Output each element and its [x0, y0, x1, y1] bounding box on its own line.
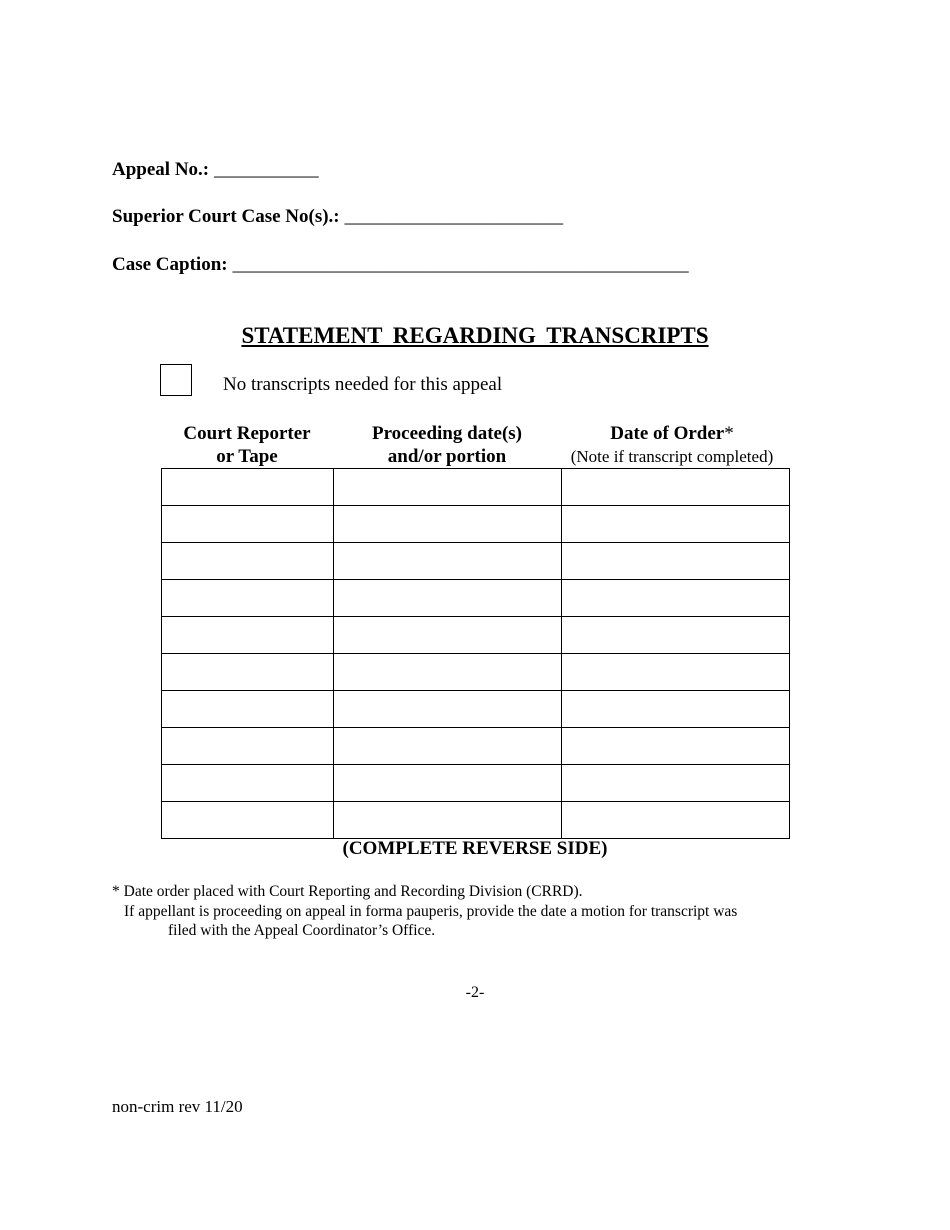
- column-header-date-of-order: [555, 422, 789, 468]
- footnote-line-1: * Date order placed with Court Reporting and Recording Division (CRRD).: [112, 883, 583, 900]
- table-cell-court-reporter[interactable]: [162, 802, 334, 839]
- table-cell-date-of-order[interactable]: [562, 654, 790, 691]
- table-cell-date-of-order[interactable]: [562, 469, 790, 506]
- table-cell-proceeding-dates[interactable]: [334, 617, 562, 654]
- column-header-date-of-order-star: *: [724, 423, 734, 444]
- no-transcripts-checkbox[interactable]: [160, 364, 192, 396]
- table-cell-court-reporter[interactable]: [162, 617, 334, 654]
- table-cell-date-of-order[interactable]: [562, 617, 790, 654]
- table-cell-court-reporter[interactable]: [162, 543, 334, 580]
- table-cell-proceeding-dates[interactable]: [334, 580, 562, 617]
- table-cell-court-reporter[interactable]: [162, 580, 334, 617]
- table-cell-proceeding-dates[interactable]: [334, 654, 562, 691]
- column-header-court-reporter: [161, 422, 333, 468]
- appeal-number-blank[interactable]: ___________: [214, 159, 319, 180]
- case-caption-field[interactable]: [112, 254, 689, 276]
- table-row: [162, 617, 790, 654]
- table-cell-proceeding-dates[interactable]: [334, 506, 562, 543]
- superior-court-case-field[interactable]: [112, 206, 563, 228]
- table-cell-court-reporter[interactable]: [162, 506, 334, 543]
- table-row: [162, 802, 790, 839]
- page-number: -2-: [465, 984, 485, 1001]
- column-header-proceeding-dates-line1: Proceeding date(s): [371, 423, 523, 444]
- table-cell-court-reporter[interactable]: [162, 728, 334, 765]
- table-cell-proceeding-dates[interactable]: [334, 469, 562, 506]
- table-row: [162, 691, 790, 728]
- column-header-proceeding-dates-line2: and/or portion: [387, 446, 507, 467]
- superior-court-case-blank[interactable]: _______________________: [344, 206, 564, 227]
- no-transcripts-label: No transcripts needed for this appeal: [223, 374, 503, 395]
- table-cell-court-reporter[interactable]: [162, 469, 334, 506]
- table-cell-date-of-order[interactable]: [562, 765, 790, 802]
- table-row: [162, 580, 790, 617]
- complete-reverse-side-notice: (COMPLETE REVERSE SIDE): [342, 838, 608, 859]
- footnote-line-3: filed with the Appeal Coordinator’s Office.: [168, 922, 436, 939]
- table-cell-proceeding-dates[interactable]: [334, 802, 562, 839]
- table-cell-court-reporter[interactable]: [162, 691, 334, 728]
- column-header-date-of-order-note: (Note if transcript completed): [570, 447, 774, 466]
- page-title: STATEMENT REGARDING TRANSCRIPTS: [241, 323, 709, 348]
- column-header-date-of-order-line1: Date of Order: [610, 423, 725, 444]
- superior-court-case-label: Superior Court Case No(s).:: [112, 206, 340, 227]
- table-cell-date-of-order[interactable]: [562, 580, 790, 617]
- table-row: [162, 469, 790, 506]
- table-cell-date-of-order[interactable]: [562, 506, 790, 543]
- appeal-number-label: Appeal No.:: [112, 159, 210, 180]
- table-row: [162, 728, 790, 765]
- table-row: [162, 543, 790, 580]
- column-header-proceeding-dates: [333, 422, 561, 468]
- table-cell-proceeding-dates[interactable]: [334, 765, 562, 802]
- table-cell-court-reporter[interactable]: [162, 765, 334, 802]
- table-cell-date-of-order[interactable]: [562, 802, 790, 839]
- table-cell-proceeding-dates[interactable]: [334, 691, 562, 728]
- transcripts-table: [161, 468, 790, 839]
- revision-code: non-crim rev 11/20: [112, 1097, 243, 1116]
- column-header-court-reporter-line2: or Tape: [216, 446, 278, 467]
- table-row: [162, 654, 790, 691]
- table-cell-proceeding-dates[interactable]: [334, 543, 562, 580]
- table-cell-proceeding-dates[interactable]: [334, 728, 562, 765]
- table-cell-date-of-order[interactable]: [562, 728, 790, 765]
- case-caption-blank[interactable]: ________________________________________________: [232, 254, 689, 275]
- table-row: [162, 506, 790, 543]
- appeal-number-field[interactable]: [112, 159, 319, 181]
- table-cell-court-reporter[interactable]: [162, 654, 334, 691]
- column-header-court-reporter-line1: Court Reporter: [183, 423, 311, 444]
- case-caption-label: Case Caption:: [112, 254, 228, 275]
- table-cell-date-of-order[interactable]: [562, 691, 790, 728]
- table-row: [162, 765, 790, 802]
- table-cell-date-of-order[interactable]: [562, 543, 790, 580]
- footnote-line-2: If appellant is proceeding on appeal in forma pauperis, provide the date a motion for transcript was: [124, 903, 738, 920]
